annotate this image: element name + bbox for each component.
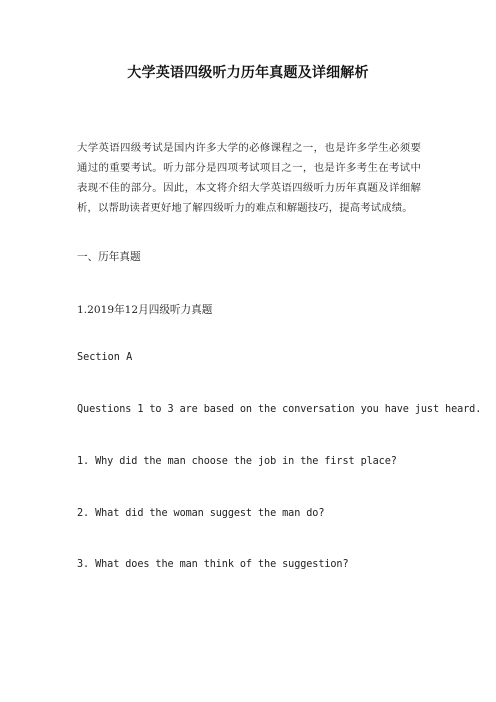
- questions-intro: Questions 1 to 3 are based on the conversation you have just heard.: [77, 404, 482, 415]
- exam-heading: 1.2019年12月四级听力真题: [77, 304, 213, 316]
- document-title: 大学英语四级听力历年真题及详细解析: [127, 65, 369, 81]
- intro-paragraph: 大学英语四级考试是国内许多大学的必修课程之一，也是许多学生必须要通过的重要考试。听力部分是四项考试项目之一，也是许多考生在考试中表现不佳的部分。因此，本文将介绍大学英语四级听力历年真题及详细解析，以帮助读者更好地了解四级听力的难点和解题技巧，提高考试成绩。: [77, 142, 421, 214]
- section-label: Section A: [77, 352, 133, 363]
- question-item: 3. What does the man think of the suggestion?: [77, 559, 349, 570]
- question-item: 2. What did the woman suggest the man do?: [77, 508, 325, 519]
- question-item: 1. Why did the man choose the job in the first place?: [77, 456, 397, 467]
- section-heading: 一、历年真题: [77, 251, 141, 263]
